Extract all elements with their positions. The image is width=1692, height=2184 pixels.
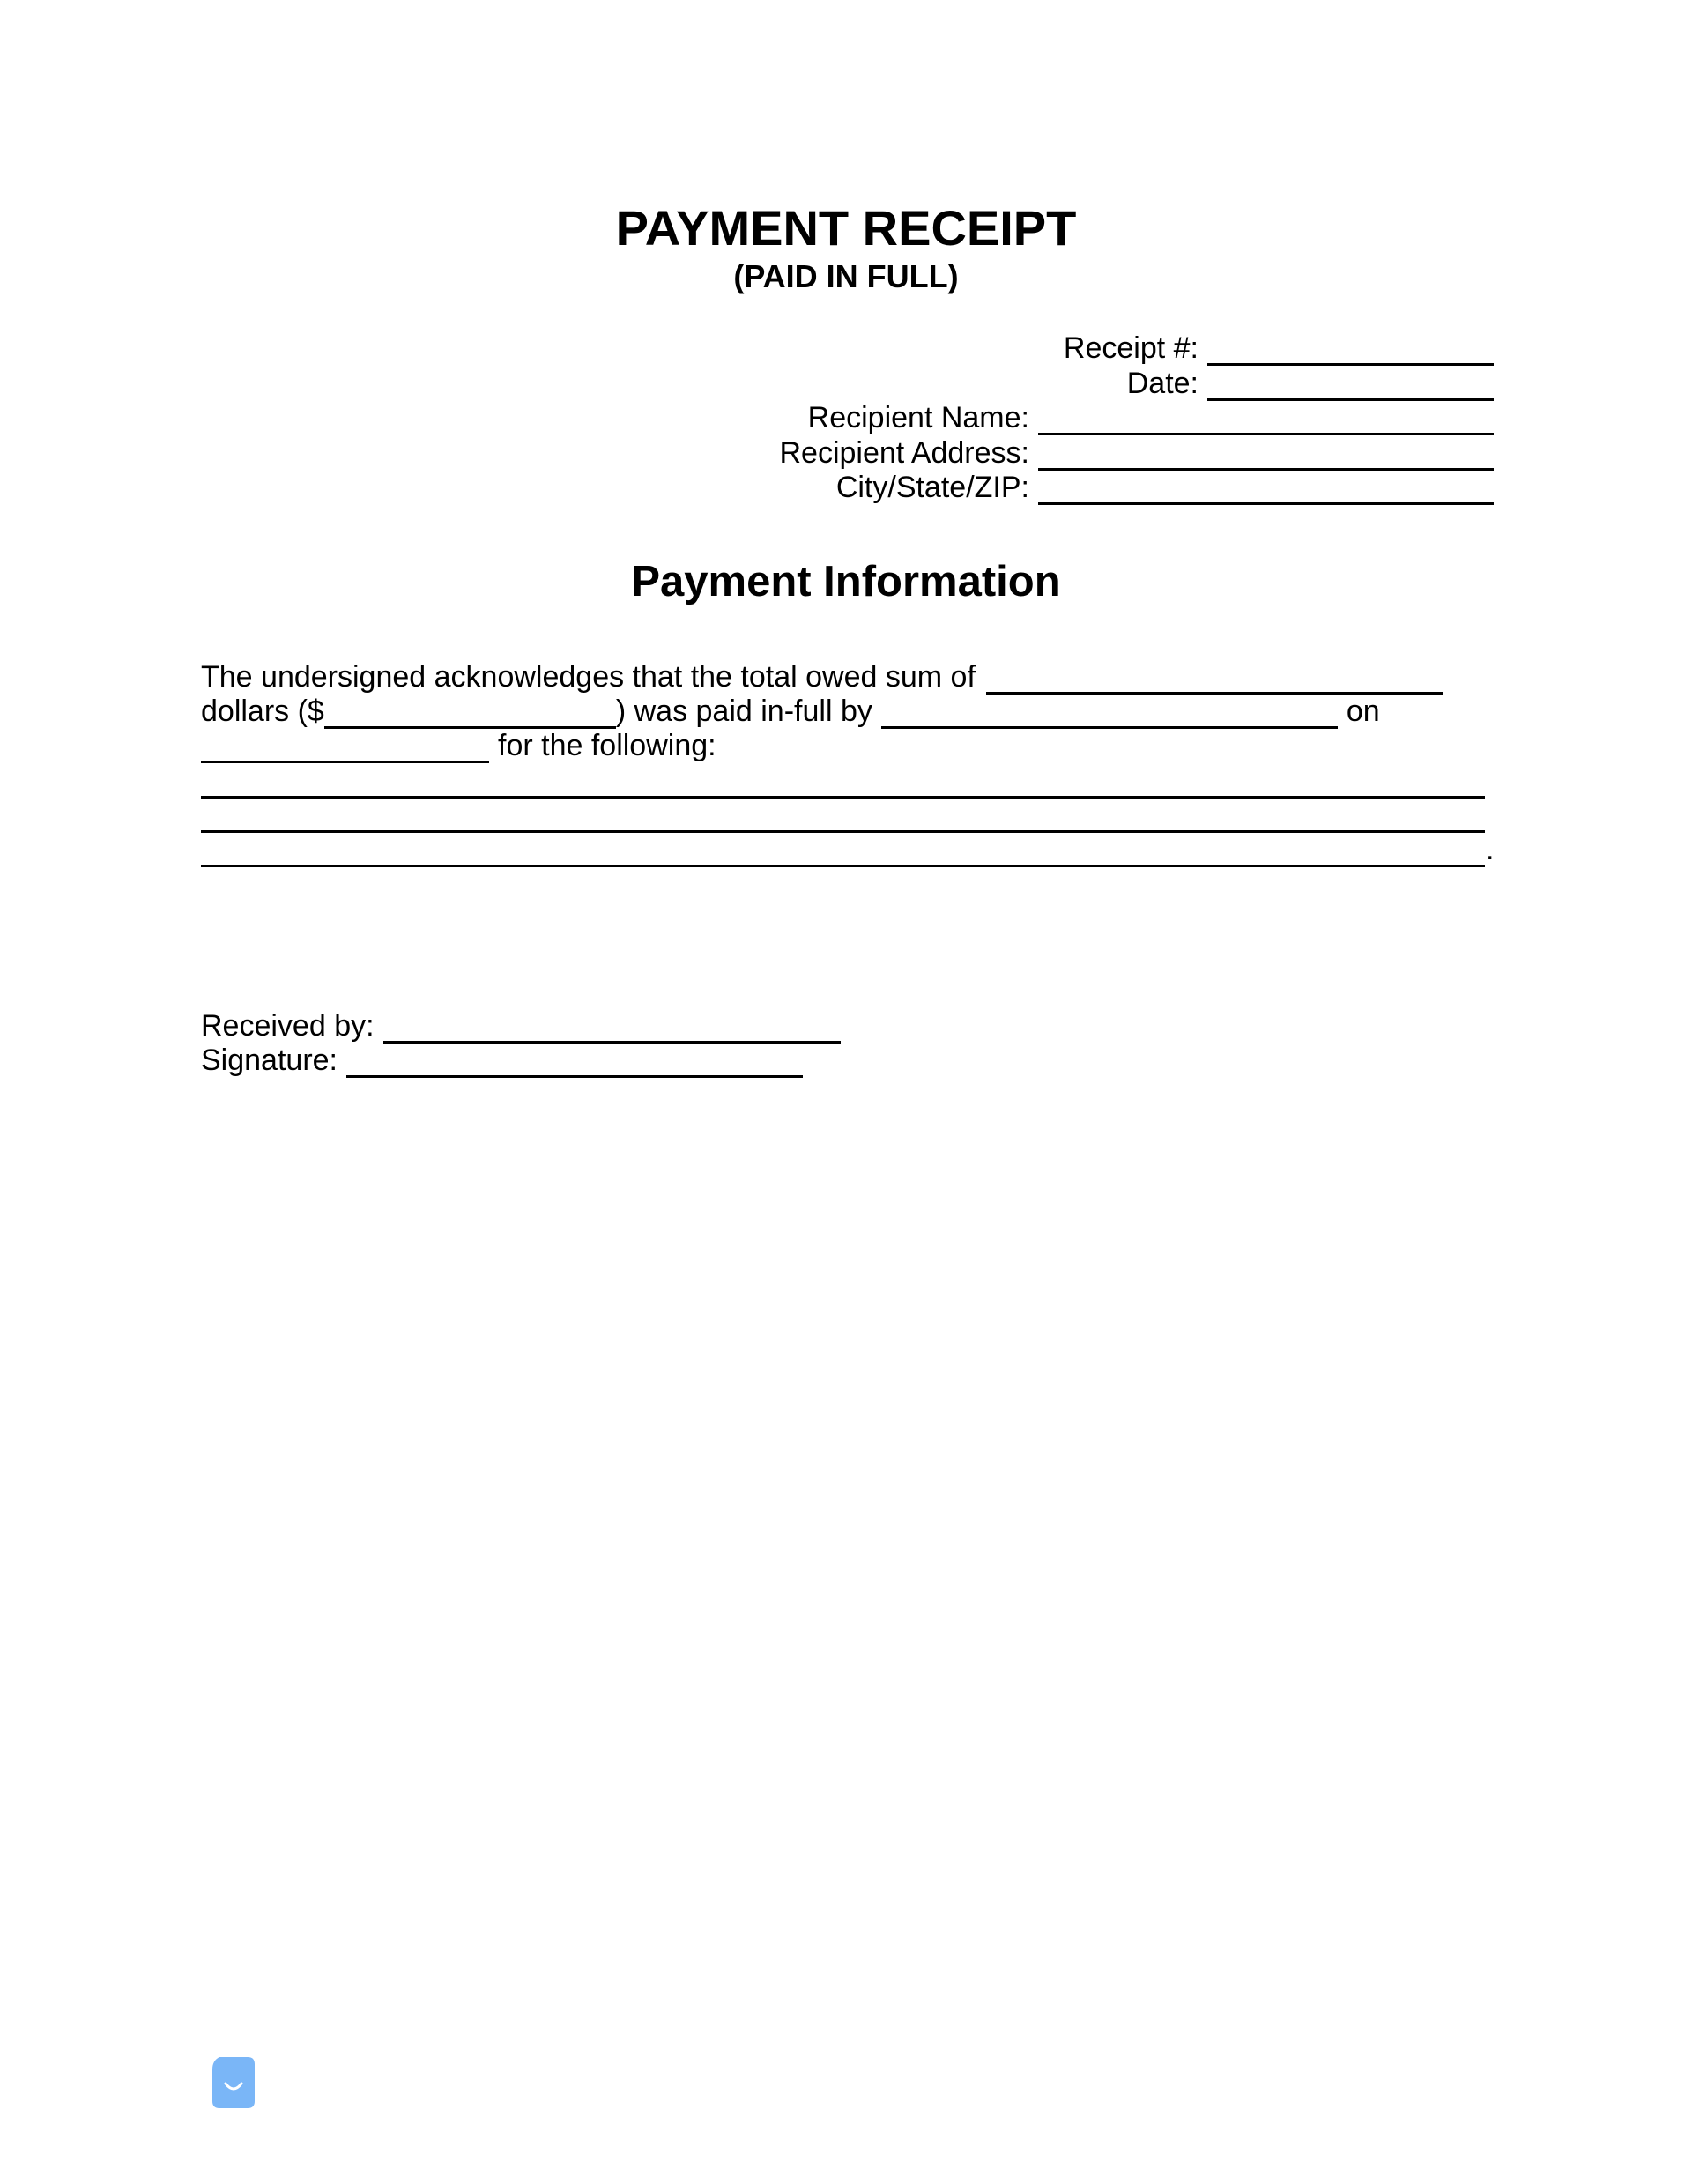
payment-line-2-text-c: on — [1346, 695, 1380, 728]
payment-line-2-text-b: ) was paid in-full by — [615, 695, 872, 728]
total-sum-field[interactable] — [986, 664, 1443, 695]
payment-line-2-text-a: dollars ($ — [201, 695, 324, 728]
received-by-label: Received by: — [201, 1009, 375, 1043]
recipient-name-label: Recipient Name: — [807, 401, 1029, 435]
recipient-address-label: Recipient Address: — [779, 436, 1029, 470]
date-row — [1127, 366, 1494, 401]
description-line-2[interactable] — [201, 830, 1485, 833]
payment-line-3-text: for the following: — [498, 729, 716, 762]
payment-line-3 — [201, 728, 716, 763]
paid-by-field[interactable] — [881, 698, 1338, 729]
smile-tag-icon — [212, 2057, 255, 2108]
city-state-zip-field[interactable] — [1038, 474, 1494, 505]
receipt-number-field[interactable] — [1207, 335, 1494, 366]
received-by-row — [201, 1008, 841, 1044]
receipt-number-row — [1064, 331, 1494, 366]
payment-information-heading: Payment Information — [631, 558, 1061, 605]
signature-field[interactable] — [346, 1047, 803, 1078]
smile-tag-icon-shape — [212, 2057, 255, 2108]
description-end-period: . — [1486, 833, 1495, 866]
city-state-zip-row — [836, 470, 1494, 505]
received-by-field[interactable] — [383, 1013, 841, 1044]
document-title: PAYMENT RECEIPT — [615, 200, 1077, 256]
date-label: Date: — [1126, 367, 1198, 400]
signature-label: Signature: — [201, 1044, 338, 1077]
recipient-name-field[interactable] — [1038, 405, 1494, 435]
recipient-address-row — [780, 435, 1495, 471]
dollar-amount-field[interactable] — [324, 698, 616, 729]
receipt-number-label: Receipt #: — [1063, 331, 1198, 365]
payment-line-1-text: The undersigned acknowledges that the total owed sum of — [201, 660, 976, 694]
date-field[interactable] — [1207, 370, 1494, 401]
payment-line-2 — [201, 694, 1380, 729]
payment-date-field[interactable] — [201, 732, 489, 763]
description-line-3[interactable] — [201, 865, 1485, 867]
description-line-1[interactable] — [201, 796, 1485, 799]
city-state-zip-label: City/State/ZIP: — [835, 471, 1029, 504]
recipient-name-row — [808, 400, 1494, 435]
recipient-address-field[interactable] — [1038, 440, 1494, 471]
signature-row — [201, 1043, 803, 1078]
document-subtitle: (PAID IN FULL) — [733, 258, 959, 294]
payment-line-1 — [201, 659, 1443, 695]
